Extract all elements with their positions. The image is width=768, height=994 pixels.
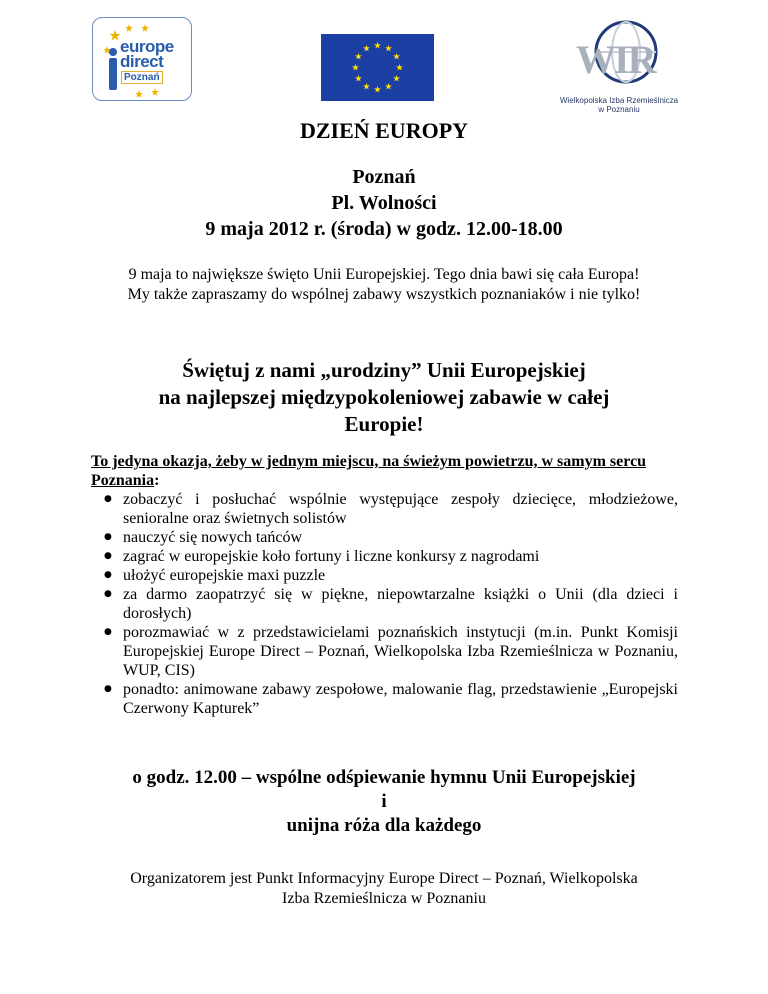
headline: Świętuj z nami „urodziny” Unii Europejskiej na najlepszej międzypokoleniowej zabawie w całej Europie!	[158, 358, 610, 436]
lead-text: To jedyna okazja, żeby w jednym miejscu, na świeżym powietrzu, w samym sercu Poznania:	[91, 453, 647, 489]
event-place: Pl. Wolności	[331, 192, 437, 214]
europe-direct-city: Poznań	[121, 71, 163, 84]
list-item: ● nauczyć się nowych tańców	[91, 528, 678, 547]
wir-caption: Wielkopolska Izba Rzemieślnicza w Poznaniu	[559, 96, 679, 114]
wir-mark: WIR	[576, 37, 655, 82]
event-city: Poznań	[352, 166, 416, 188]
list-item: ● zagrać w europejskie koło fortuny i liczne konkursy z nagrodami	[91, 547, 678, 566]
list-item: ● ułożyć europejskie maxi puzzle	[91, 566, 678, 585]
wir-logo	[554, 14, 684, 119]
eu-flag-icon	[321, 34, 434, 101]
list-item: ● za darmo zaopatrzyć się w piękne, niepowtarzalne książki o Unii (dla dzieci i dorosłych)	[91, 585, 678, 623]
europe-direct-logo	[92, 17, 192, 101]
page-title: DZIEŃ EUROPY	[299, 118, 469, 143]
intro-paragraph: 9 maja to największe święto Unii Europejskiej. Tego dnia bawi się cała Europa! My także zapraszamy do wspólnej zabawy wszystkich poznaniaków i nie tylko!	[127, 266, 641, 303]
activities-list	[91, 490, 678, 718]
event-datetime: 9 maja 2012 r. (środa) w godz. 12.00-18.00	[205, 218, 563, 240]
anthem-announcement: o godz. 12.00 – wspólne odśpiewanie hymnu Unii Europejskiej i unijna róża dla każdego	[132, 767, 636, 836]
list-item: ● zobaczyć i posłuchać wspólnie występujące zespoły dziecięce, młodzieżowe, senioralne oraz świetnych solistów	[91, 490, 678, 528]
list-item: ● ponadto: animowane zabawy zespołowe, malowanie flag, przedstawienie „Europejski Czerwony Kapturek”	[91, 680, 678, 718]
organizer-footer: Organizatorem jest Punkt Informacyjny Europe Direct – Poznań, Wielkopolska Izba Rzemieślnicza w Poznaniu	[130, 870, 638, 907]
europe-direct-wordmark: europe direct	[120, 37, 174, 71]
list-item: ● porozmawiać w z przedstawicielami poznańskich instytucji (m.in. Punkt Komisji Europejskiej Europe Direct – Poznań, Wielkopolska Izba Rzemieślnicza w Poznaniu, WUP, CIS)	[91, 623, 678, 680]
